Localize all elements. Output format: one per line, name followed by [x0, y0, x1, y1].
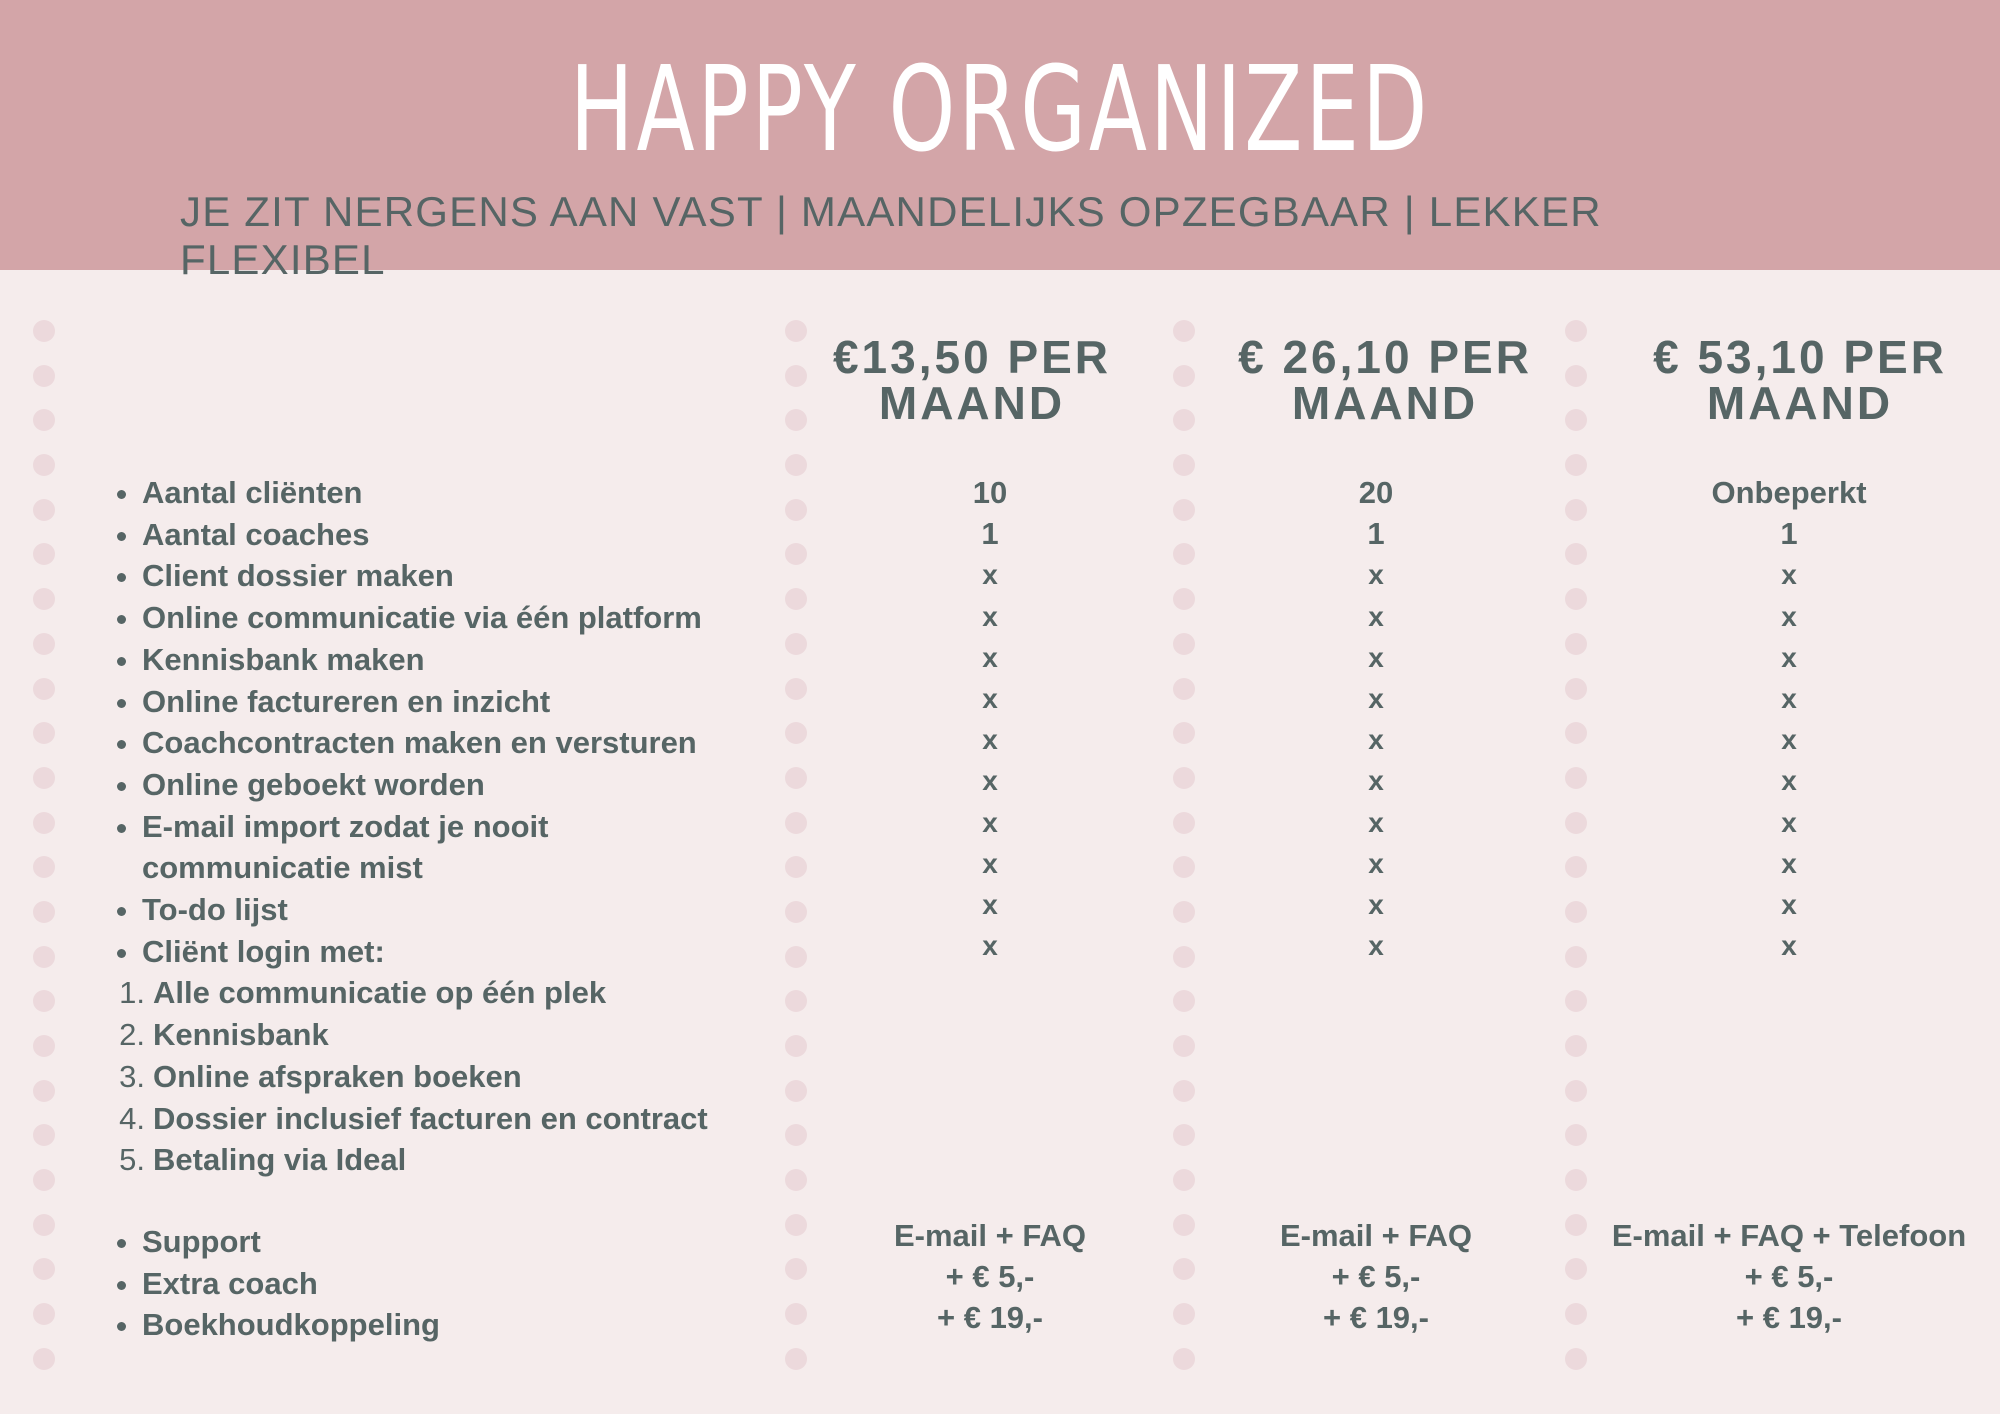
plan-value-cell: x — [1368, 600, 1384, 632]
plan-value-cell: 20 — [1358, 475, 1394, 510]
extra-item: • Boekhoudkoppeling — [142, 1304, 780, 1346]
plan-value-cell: x — [1781, 559, 1797, 591]
plan-value-cell: x — [1781, 888, 1797, 920]
plan-value-cell: x — [1781, 930, 1797, 962]
dot — [33, 1035, 55, 1057]
tagline: JE ZIT NERGENS AAN VAST | MAANDELIJKS OPZEGBAAR | LEKKER FLEXIBEL — [180, 188, 1602, 283]
extra-item: • Extra coach — [142, 1263, 780, 1305]
plan-support: E-mail + FAQ — [1279, 1218, 1473, 1253]
header-banner — [0, 0, 2000, 283]
feature-item: • Kennisbank maken — [142, 639, 780, 681]
dot — [1565, 1348, 1587, 1370]
plan-value-cell: x — [1781, 765, 1797, 797]
dot — [33, 1258, 55, 1280]
feature-item: • Client dossier maken — [142, 555, 780, 597]
dot — [33, 365, 55, 387]
dot — [33, 856, 55, 878]
plan-value-cell: x — [1368, 888, 1384, 920]
plan-2-extras — [1166, 1215, 1586, 1338]
feature-item: • Aantal cliënten — [142, 472, 780, 514]
plan-value-cell: x — [982, 847, 998, 879]
plan-value-cell: x — [982, 641, 998, 673]
feature-item: • Online factureren en inzicht — [142, 681, 780, 723]
plan-value-cell: x — [1368, 641, 1384, 673]
feature-item: • Online communicatie via één platform — [142, 597, 780, 639]
plan-value-cell: 1 — [1780, 516, 1798, 552]
dot — [1565, 1124, 1587, 1146]
dot — [33, 812, 55, 834]
login-sublist — [100, 972, 780, 1181]
dot — [1173, 1169, 1195, 1191]
dot — [785, 1348, 807, 1370]
plan-value-cell: x — [982, 600, 998, 632]
extras-list — [100, 1221, 780, 1346]
plan-value-cell: 1 — [1367, 516, 1385, 552]
plan-support: E-mail + FAQ + Telefoon — [1611, 1218, 1967, 1253]
dot — [33, 409, 55, 431]
plan-1-extras — [780, 1215, 1200, 1338]
plan-value-cell: x — [1368, 559, 1384, 591]
plan-value-cell: x — [982, 930, 998, 962]
plan-value-cell: x — [1781, 847, 1797, 879]
plan-boekhoud: + € 19,- — [937, 1300, 1043, 1335]
dot — [1173, 990, 1195, 1012]
plan-value-cell: Onbeperkt — [1711, 475, 1867, 510]
login-item: 1. Alle communicatie op één plek — [119, 975, 607, 1011]
dot — [1173, 1035, 1195, 1057]
dot — [33, 1169, 55, 1191]
plan-value-cell: x — [1781, 724, 1797, 756]
plan-value-cell: x — [982, 559, 998, 591]
dot — [33, 722, 55, 744]
dot — [1173, 1124, 1195, 1146]
plan-value-cell: 1 — [981, 516, 999, 552]
dot — [1565, 1035, 1587, 1057]
dot — [785, 1169, 807, 1191]
dot — [33, 454, 55, 476]
login-item: 2. Kennisbank — [119, 1017, 329, 1053]
dot — [1173, 1348, 1195, 1370]
plan-extra-coach: + € 5,- — [1331, 1259, 1421, 1294]
dot — [785, 1080, 807, 1102]
plan-3-values — [1579, 472, 1999, 966]
plan-boekhoud: + € 19,- — [1736, 1300, 1842, 1335]
dot — [785, 1035, 807, 1057]
login-item: 5. Betaling via Ideal — [119, 1142, 407, 1178]
feature-item: • E-mail import zodat je nooit communicatie mist — [142, 806, 642, 889]
plan-3-extras — [1579, 1215, 1999, 1338]
dot-divider — [33, 320, 55, 1393]
plan-value-cell: x — [1368, 806, 1384, 838]
plan-2-values — [1166, 472, 1586, 966]
plan-value-cell: x — [1368, 847, 1384, 879]
login-item: 3. Online afspraken boeken — [119, 1058, 522, 1094]
plan-support: E-mail + FAQ — [893, 1218, 1087, 1253]
login-item: 4. Dossier inclusief facturen en contract — [119, 1100, 708, 1136]
dot — [33, 1124, 55, 1146]
plan-value-cell: x — [1368, 682, 1384, 714]
plan-value-cell: x — [982, 888, 998, 920]
plan-3-price: € 53,10 PER MAAND — [1653, 331, 1947, 429]
plan-value-cell: x — [982, 724, 998, 756]
dot — [33, 946, 55, 968]
dot — [33, 543, 55, 565]
dot — [33, 1303, 55, 1325]
dot — [33, 767, 55, 789]
plan-value-cell: x — [1781, 641, 1797, 673]
dot — [1173, 1080, 1195, 1102]
dot — [33, 1348, 55, 1370]
plan-1-values — [780, 472, 1200, 966]
dot — [33, 633, 55, 655]
plan-value-cell: x — [1368, 765, 1384, 797]
plan-value-cell: x — [982, 682, 998, 714]
plan-value-cell: x — [1781, 600, 1797, 632]
plan-extra-coach: + € 5,- — [945, 1259, 1035, 1294]
feature-item: • Online geboekt worden — [142, 764, 780, 806]
plan-value-cell: 10 — [972, 475, 1008, 510]
plan-1-price: €13,50 PER MAAND — [832, 331, 1112, 429]
feature-item: • Cliënt login met: — [142, 931, 780, 973]
dot — [33, 990, 55, 1012]
plan-value-cell: x — [982, 806, 998, 838]
dot — [1565, 1169, 1587, 1191]
plan-boekhoud: + € 19,- — [1323, 1300, 1429, 1335]
plan-value-cell: x — [982, 765, 998, 797]
dot — [33, 320, 55, 342]
dot — [785, 1124, 807, 1146]
plan-value-cell: x — [1781, 806, 1797, 838]
feature-item: • Coachcontracten maken en versturen — [142, 722, 780, 764]
dot — [33, 901, 55, 923]
dot — [33, 588, 55, 610]
plan-extra-coach: + € 5,- — [1744, 1259, 1834, 1294]
plan-value-cell: x — [1368, 724, 1384, 756]
feature-item: • To-do lijst — [142, 889, 780, 931]
plan-value-cell: x — [1781, 682, 1797, 714]
dot — [1565, 990, 1587, 1012]
dot — [33, 678, 55, 700]
feature-list — [100, 472, 780, 1346]
dot — [1565, 1080, 1587, 1102]
dot — [33, 1214, 55, 1236]
brand-title: HAPPY ORGANIZED — [569, 40, 1431, 178]
extra-item: • Support — [142, 1221, 780, 1263]
dot — [33, 499, 55, 521]
dot — [33, 1080, 55, 1102]
plan-value-cell: x — [1368, 930, 1384, 962]
plan-2-price: € 26,10 PER MAAND — [1238, 331, 1532, 429]
dot — [785, 990, 807, 1012]
feature-item: • Aantal coaches — [142, 514, 780, 556]
